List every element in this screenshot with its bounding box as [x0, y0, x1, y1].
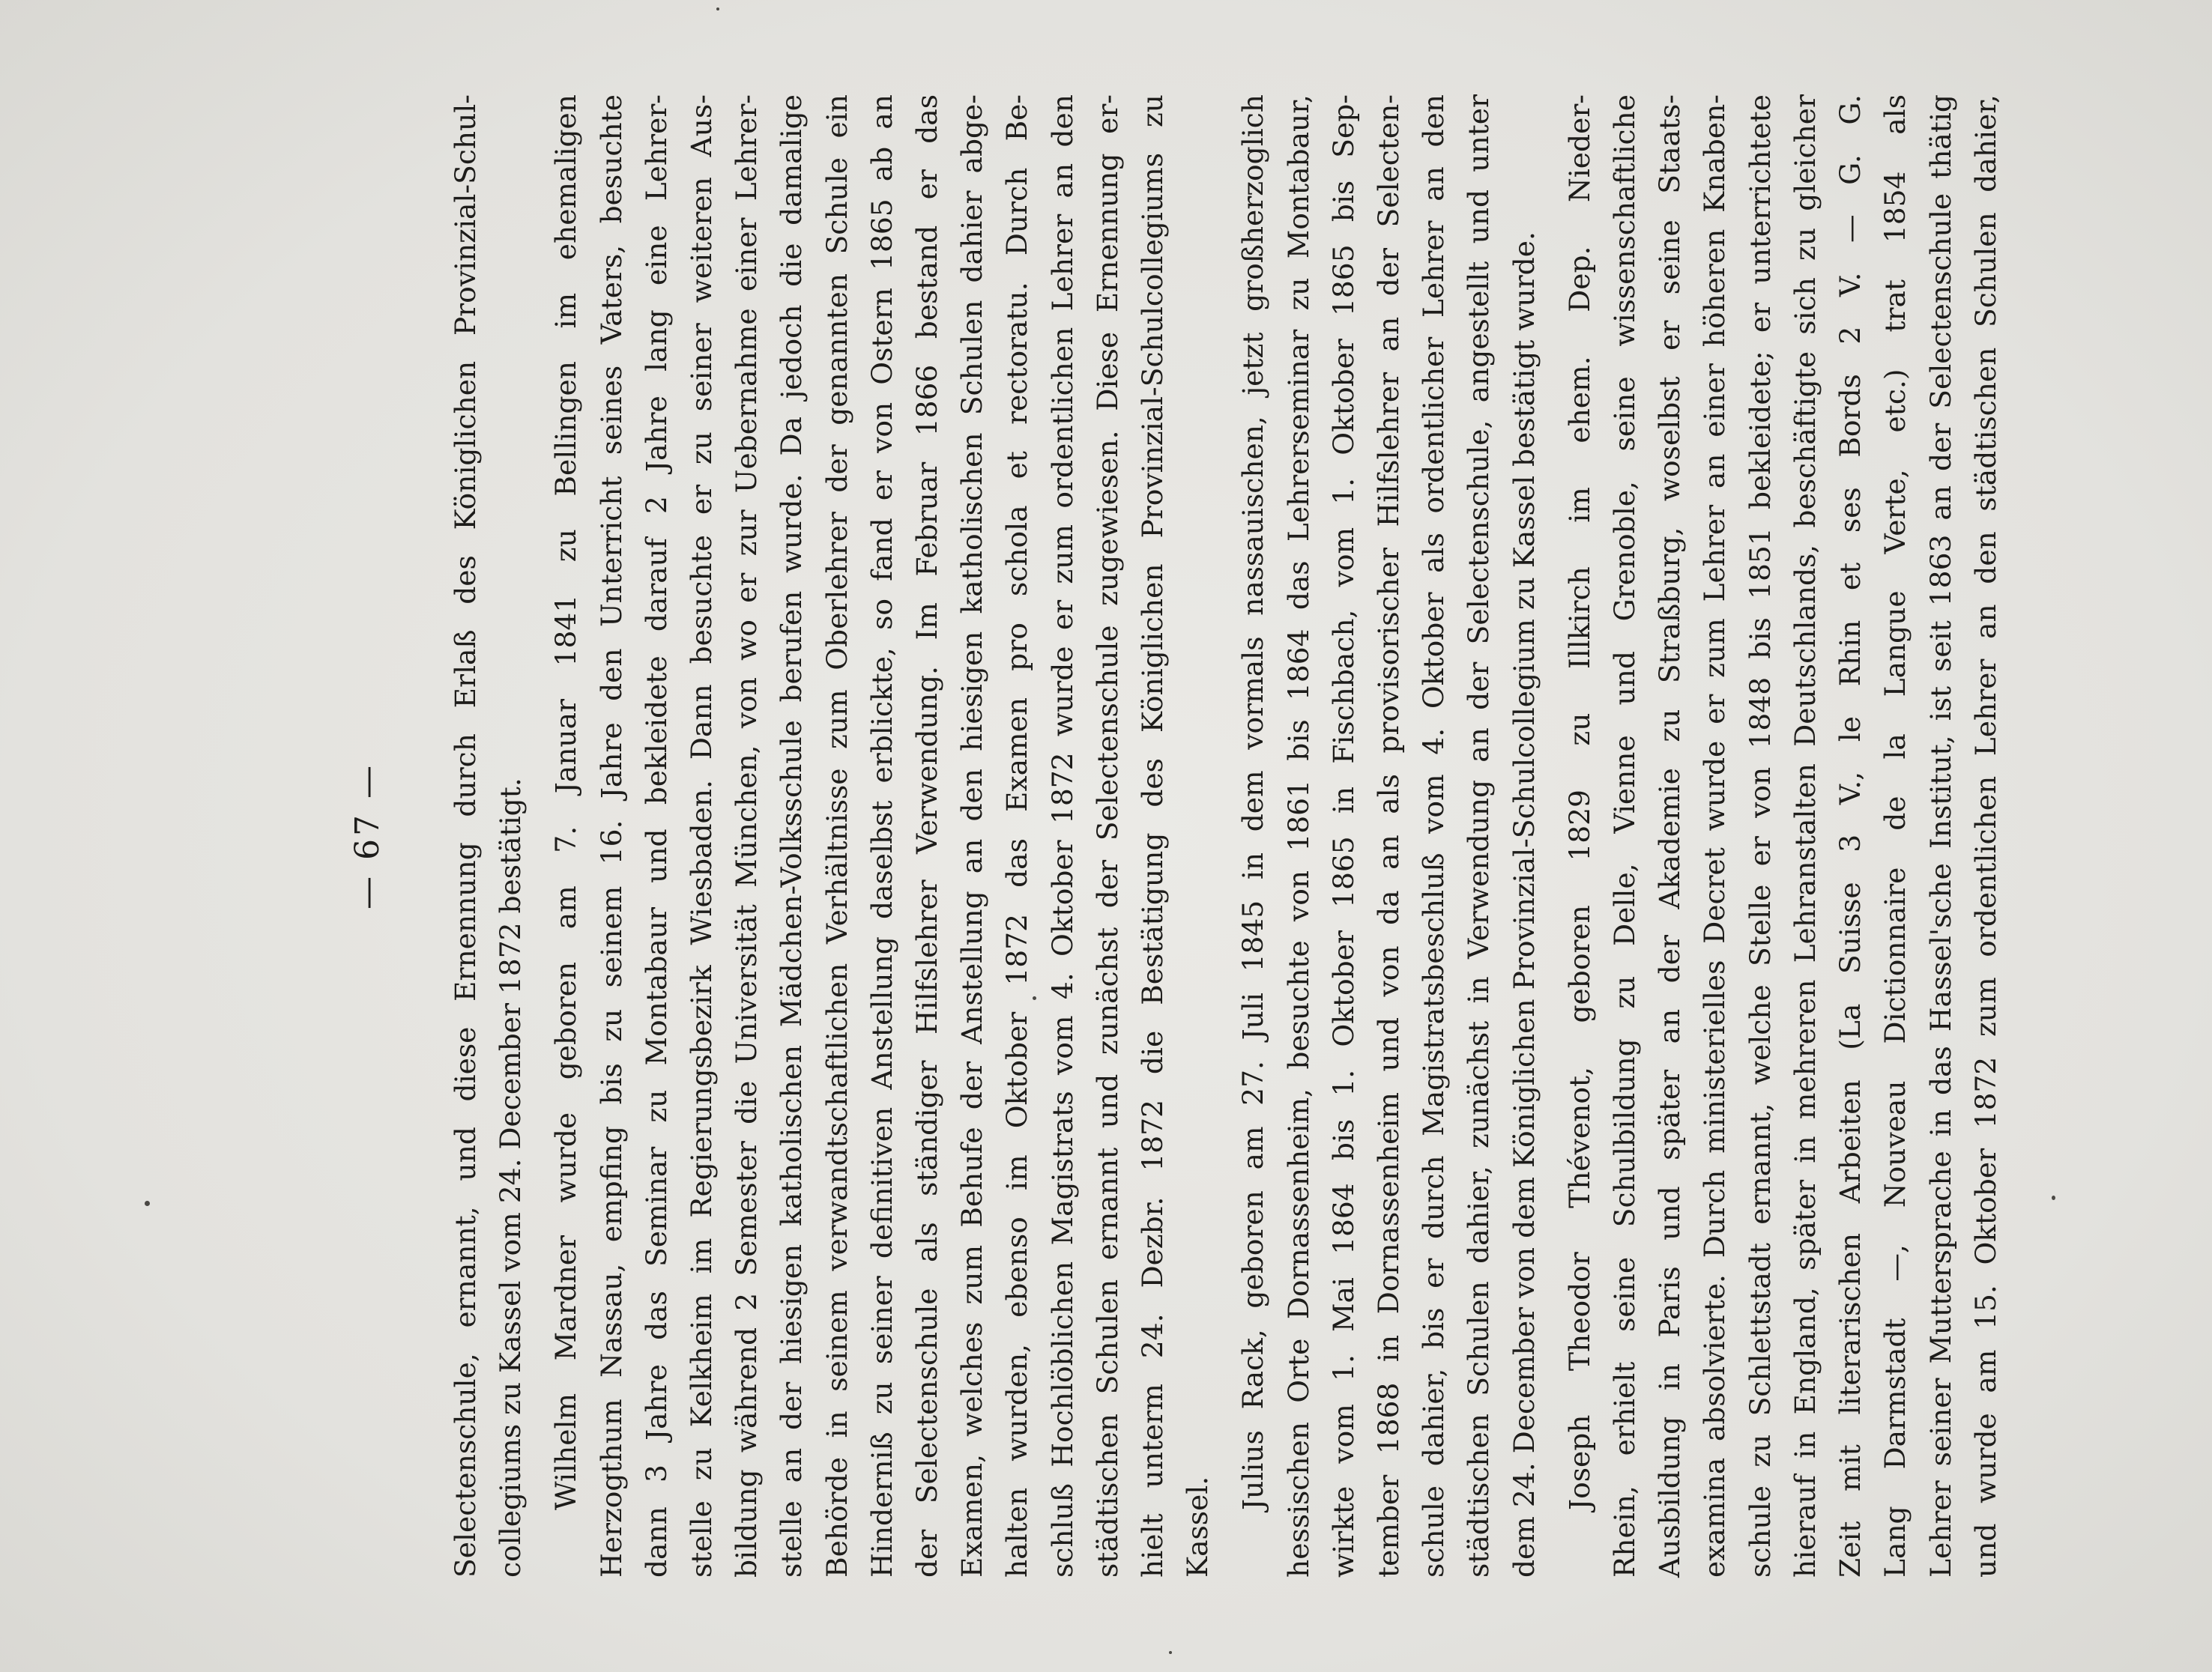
paragraph-julius-rack	[1230, 94, 1546, 1578]
text-line: Hinderniß zu seiner definitiven Anstellung daselbst erblickte, so fand er von Ostern 1865 ab an	[865, 94, 898, 1578]
text-line: dem 24. December von dem Königlichen Provinzial-Schulcollegium zu Kassel bestätigt wurde.	[1507, 231, 1541, 1578]
text-line: schule zu Schlettstadt ernannt, welche Stelle er von 1848 bis 1851 bekleidete; er unterrichtete	[1743, 94, 1777, 1578]
text-line: halten wurden, ebenso im Oktober 1872 das Examen pro schola et rectoratu. Durch Be-	[1000, 94, 1034, 1578]
text-line: schluß Hochlöblichen Magistrats vom 4. Oktober 1872 wurde er zum ordentlichen Lehrer an den	[1045, 94, 1079, 1578]
text-line: Kassel.	[1181, 1476, 1215, 1578]
text-line: städtischen Schulen dahier, zunächst in Verwendung an der Selectenschule, angestellt und unter	[1462, 94, 1496, 1578]
text-line: der Selectenschule als ständiger Hilfslehrer Verwendung. Im Februar 1866 bestand er das	[910, 94, 944, 1578]
scan-speck	[2052, 1196, 2055, 1200]
text-line: städtischen Schulen ernannt und zunächst der Selectenschule zugewiesen. Diese Ernennung er-	[1090, 94, 1124, 1578]
text-line: Rhein, erhielt seine Schulbildung zu Delle, Vienne und Grenoble, seine wissenschaftliche	[1608, 94, 1642, 1578]
text-line: Examen, welches zum Behufe der Anstellung an den hiesigen katholischen Schulen dahier abge-	[955, 94, 989, 1578]
text-line: hielt unterm 24. Dezbr. 1872 die Bestätigung des Königlichen Provinzial-Schulcollegiums zu	[1136, 94, 1170, 1578]
document-body	[443, 94, 2008, 1578]
text-line: stelle zu Kelkheim im Regierungsbezirk Wiesbaden. Dann besuchte er zu seiner weiteren Aus-	[685, 94, 719, 1578]
text-line: schule dahier, bis er durch Magistratsbeschluß vom 4. Oktober als ordentlicher Lehrer an den	[1417, 94, 1451, 1578]
paragraph-selectenschule-continuation	[443, 94, 533, 1578]
text-line: Selectenschule, ernannt, und diese Ernennung durch Erlaß des Königlichen Provinzial-Schul-	[449, 94, 482, 1578]
scan-speck	[1169, 1651, 1172, 1654]
text-line: tember 1868 in Dornassenheim und von da an als provisorischer Hilfslehrer an der Selecten-	[1372, 94, 1406, 1578]
text-line: stelle an der hiesigen katholischen Mädchen-Volksschule berufen wurde. Da jedoch die damalige	[775, 94, 809, 1578]
text-line: Behörde in seinem verwandtschaftlichen Verhältnisse zum Oberlehrer der genannten Schule ein	[820, 94, 853, 1578]
text-line: wirkte vom 1. Mai 1864 bis 1. Oktober 1865 in Fischbach, vom 1. Oktober 1865 bis Sep-	[1326, 94, 1360, 1578]
text-line: Herzogthum Nassau, empfing bis zu seinem 16. Jahre den Unterricht seines Vaters, besuchte	[594, 94, 628, 1578]
text-line: examina absolvierte. Durch ministerielles Decret wurde er zum Lehrer an einer höheren Knaben-	[1698, 94, 1732, 1578]
paragraph-joseph-theodor-thevenot	[1557, 94, 2008, 1578]
text-line: bildung während 2 Semester die Universität München, von wo er zur Uebernahme einer Lehrer-	[730, 94, 764, 1578]
text-line: hierauf in England, später in mehreren Lehranstalten Deutschlands, beschäftigte sich zu gleicher	[1788, 94, 1822, 1578]
text-line: collegiums zu Kassel vom 24. December 1872 bestätigt.	[494, 778, 528, 1578]
paragraph-wilhelm-mardner	[543, 94, 1220, 1578]
rotated-document-page	[345, 94, 2002, 1578]
scan-speck	[145, 1201, 150, 1206]
scan-speck	[716, 7, 719, 10]
page-number: — 67 —	[348, 763, 387, 909]
text-line: Julius Rack, geboren am 27. Juli 1845 in dem vormals nassauischen, jetzt großherzoglich	[1236, 94, 1270, 1510]
text-line: Ausbildung in Paris und später an der Akademie zu Straßburg, woselbst er seine Staats-	[1653, 94, 1687, 1578]
text-line: Lang Darmstadt —, Nouveau Dictionnaire de la Langue Verte, etc.) trat 1854 als	[1879, 94, 1912, 1578]
text-line: Lehrer seiner Muttersprache in das Hassel'sche Institut, ist seit 1863 an der Selectenschule thätig	[1924, 94, 1957, 1578]
text-line: Zeit mit literarischen Arbeiten (La Suisse 3 V., le Rhin et ses Bords 2 V. — G. G.	[1834, 94, 1867, 1578]
text-line: dann 3 Jahre das Seminar zu Montabaur und bekleidete darauf 2 Jahre lang eine Lehrer-	[639, 94, 673, 1578]
text-line: Wilhelm Mardner wurde geboren am 7. Januar 1841 zu Bellingen im ehemaligen	[549, 94, 583, 1510]
text-line: Joseph Theodor Thévenot, geboren 1829 zu Illkirch im ehem. Dep. Nieder-	[1562, 94, 1596, 1510]
text-line: hessischen Orte Dornassenheim, besuchte von 1861 bis 1864 das Lehrerseminar zu Montabaur,	[1281, 94, 1315, 1578]
text-line: und wurde am 15. Oktober 1872 zum ordentlichen Lehrer an den städtischen Schulen dahier,	[1968, 94, 2002, 1578]
